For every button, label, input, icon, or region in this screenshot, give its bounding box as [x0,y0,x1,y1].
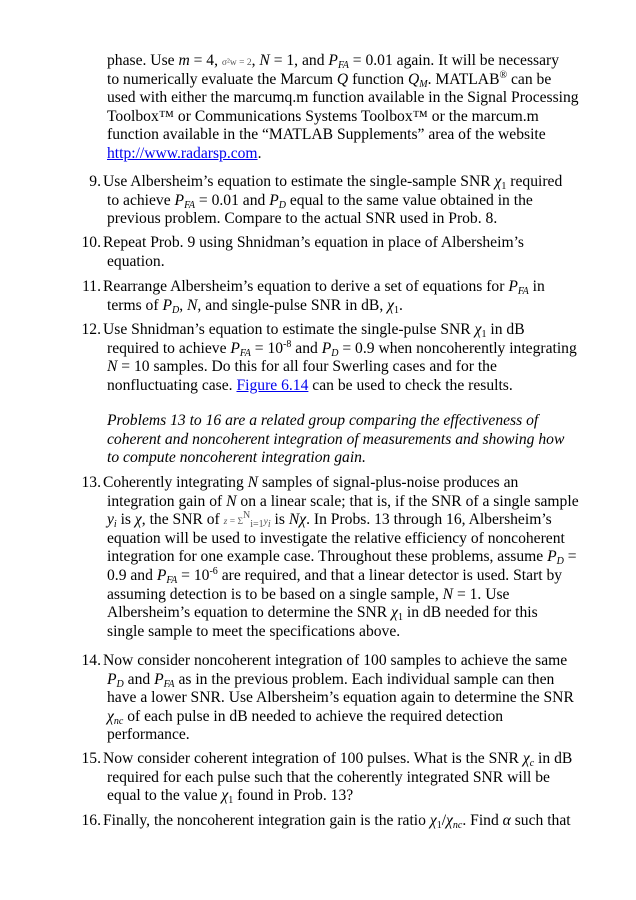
problem-line: nonfluctuating case. Figure 6.14 can be used to check the results. [107,376,513,394]
problem-line: integration gain of N on a linear scale; that is, if the SNR of a single sample [107,492,579,510]
noise-variance-symbol: σ²w = 2 [221,58,252,68]
problem-line: N = 10 samples. Do this for all four Swerling cases and for the [107,358,497,376]
problem-12 [81,321,583,395]
problem-line: assuming detection is to be based on a single sample, N = 1. Use [107,585,510,603]
problem-line: performance. [107,726,190,744]
intro-line-4: Toolbox™ or Communications Systems Toolbox™ or the marcum.m [107,107,539,125]
problem-line: have a lower SNR. Use Albersheim’s equation again to determine the SNR [107,689,574,707]
problem-number: 9. [89,173,101,190]
problem-line: required for each pulse such that the coherently integrated SNR will be [107,768,550,786]
problem-number: 14. [81,652,101,669]
problem-number: 15. [81,750,101,767]
problem-11 [82,278,583,316]
problem-line: Finally, the noncoherent integration gain is the ratio $\chi_1/\chi_{nc}$. Find α such that [103,812,571,831]
intro-line-2: to numerically evaluate the Marcum Q function $Q_M$. MATLAB® can be [107,69,552,90]
problem-number: 10. [81,234,101,251]
problem-line: 0.9 and $P_{FA} = 10^{-6}$ are required, and that a linear detector is used. Start by [107,565,563,586]
problem-line: Now consider coherent integration of 100 pulses. What is the SNR $\chi_c$ in dB [103,750,573,769]
problem-line: $P_D$ and $P_{FA}$ as in the previous problem. Each individual sample can then [107,670,555,690]
problem-line: equal to the value $\chi_1$ found in Prob. 13? [107,787,354,807]
intro-line-6: http://www.radarsp.com. [107,144,262,162]
problem-number: 12. [81,321,101,338]
figure-6-14-link[interactable]: Figure 6.14 [236,376,309,394]
problem-line: previous problem. Compare to the actual SNR used in Prob. 8. [107,210,498,228]
problem-number: 11. [82,278,101,295]
intro-line-5: function available in the “MATLAB Supplements” area of the website [107,126,546,144]
problem-14 [81,652,583,745]
problem-line: Rearrange Albersheim’s equation to derive a set of equations for $P_{FA}$ in [103,278,545,297]
problem-13 [81,474,583,641]
problem-line: single sample to meet the specifications above. [107,622,401,640]
problem-line: Use Shnidman’s equation to estimate the single-pulse SNR $\chi_1$ in dB [103,321,525,340]
problem-line: terms of $P_D$, N, and single-pulse SNR in dB, $\chi_1$. [107,296,403,316]
problem-line: required to achieve $P_{FA} = 10^{-8}$ and $P_D = 0.9$ when noncoherently integrating [107,338,577,359]
problem-line: equation will be used to investigate the relative efficiency of noncoherent [107,529,565,547]
website-link[interactable]: http://www.radarsp.com [107,144,258,162]
note-line: coherent and noncoherent integration of measurements and showing how [107,430,565,448]
problem-15 [81,750,583,807]
problem-line: Albersheim’s equation to determine the SNR $\chi_1$ in dB needed for this [107,604,538,624]
intro-line-1: phase. Use m = 4, σ²w = 2, N = 1, and $P_{FA} = 0.01$ again. It will be necessary [107,52,560,71]
problem-number: 13. [81,474,101,491]
note-line: to compute noncoherent integration gain. [107,449,366,467]
problem-line: integration for one example case. Throughout these problems, assume $P_D$ = [107,548,577,568]
problem-line: $\chi_{nc}$ of each pulse in dB needed to achieve the required detection [107,707,504,727]
summation-formula: $z = \Sigma^N_{i=1}y_i$ [223,510,271,531]
intro-line-3: used with either the marcumq.m function available in the Signal Processing [107,89,579,107]
problem-line: to achieve $P_{FA} = 0.01$ and $P_D$ equal to the same value obtained in the [107,191,533,211]
problem-10 [81,234,583,271]
intro-paragraph [107,52,583,164]
problem-line: Now consider noncoherent integration of 100 samples to achieve the same [103,652,568,669]
problem-line: Repeat Prob. 9 using Shnidman’s equation in place of Albersheim’s [103,234,524,251]
problem-number: 16. [81,812,101,829]
note-line: Problems 13 to 16 are a related group comparing the effectiveness of [107,412,539,429]
problem-line: $y_i$ is χ, the SNR of $z = \Sigma^N_{i=1}y_i$ is Nχ. In Probs. 13 through 16, Albersheim’s [107,510,552,531]
problem-line: equation. [107,252,165,270]
problem-16 [81,812,583,831]
problem-line: Use Albersheim’s equation to estimate the single-sample SNR $\chi_1$ required [103,173,563,192]
problem-group-note [107,412,583,468]
problem-line: Coherently integrating N samples of signal-plus-noise produces an [103,474,519,491]
problem-9 [89,173,583,229]
